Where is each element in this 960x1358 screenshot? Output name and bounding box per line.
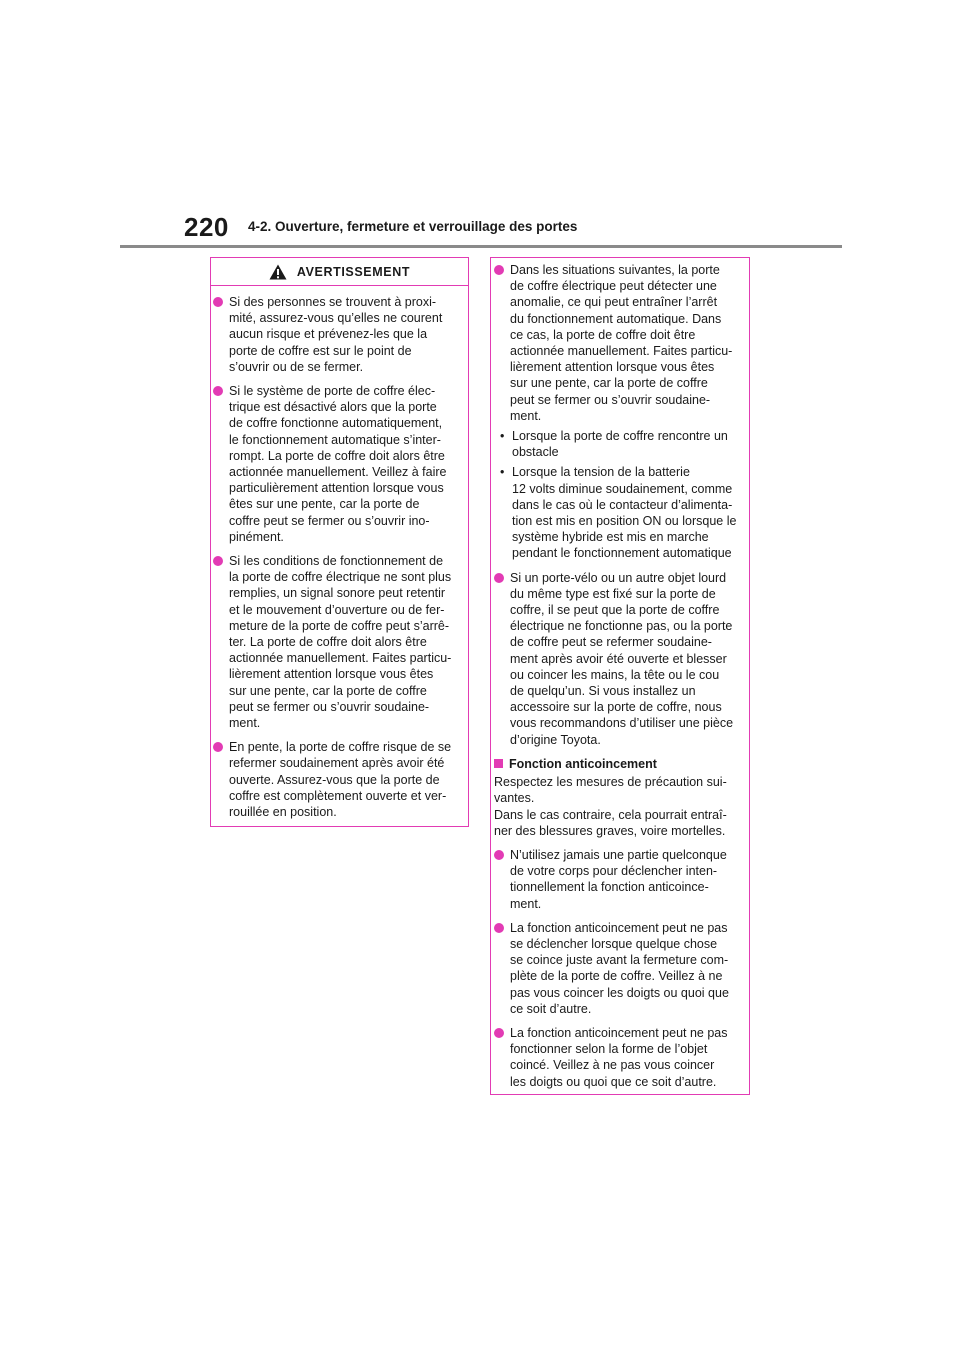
- warning-bullet: [494, 262, 744, 424]
- warning-bullet: [494, 570, 744, 748]
- continued-warning-box: [490, 257, 750, 1095]
- sub-bullet-mark: •: [500, 465, 505, 480]
- section-title: 4-2. Ouverture, fermeture et verrouillage des portes: [248, 219, 578, 234]
- warning-bullet: [213, 553, 460, 731]
- heading-text: Fonction anticoincement: [509, 756, 657, 771]
- warning-title: AVERTISSEMENT: [296, 264, 411, 279]
- bullet-text: La fonction anticoincement peut ne pas fonctionner selon la forme de l’objet coincé. Veillez à ne pas vous coincer les doigts ou quoi que ce soit d’autre.: [510, 1025, 728, 1089]
- warning-triangle-icon: [269, 264, 287, 280]
- bullet-text: Si des personnes se trouvent à proxi- mité, assurez-vous qu’elles ne courent aucun risque et prévenez-les que la porte de coffre est sur le point de s’ouvrir ou de se fermer.: [229, 295, 443, 374]
- bullet-text: Si les conditions de fonctionnement de la porte de coffre électrique ne sont plus remplies, un signal sonore peut retentir et le mouvement d’ouverture ou de fer- meture de la porte de coffre peut s’arrê- ter. La porte de coffre doit alors être actionnée manuellement. Faites particu- lièrement attention lorsque vous êtes sur une pente, car la porte de coffre peut se fermer ou s’ouvrir soudaine- ment.: [229, 554, 452, 731]
- bullet-dot-icon: [213, 297, 223, 307]
- bullet-dot-icon: [213, 386, 223, 396]
- sub-item-text: Lorsque la porte de coffre rencontre un obstacle: [512, 429, 728, 460]
- warning-content: [211, 286, 468, 820]
- sub-list-item: [494, 428, 744, 460]
- bullet-text: En pente, la porte de coffre risque de se refermer soudainement après avoir été ouverte. Assurez-vous que la porte de coffre est complètement ouverte et ver- rouillée en position.: [229, 740, 452, 820]
- sub-bullet-mark: •: [500, 429, 505, 444]
- warning-bullet: [494, 847, 744, 912]
- square-bullet-icon: [494, 759, 503, 768]
- warning-box: [210, 257, 469, 827]
- warning-header: [211, 258, 468, 286]
- bullet-dot-icon: [494, 1028, 504, 1038]
- page-number: 220: [184, 212, 229, 242]
- warning-bullet: [213, 739, 460, 820]
- sub-item-text: Lorsque la tension de la batterie 12 volts diminue soudainement, comme dans le cas où le contacteur d’alimenta- tion est mis en position ON ou lorsque le système hybride est mis en marche pendant le fonctionnement automatique: [512, 465, 737, 561]
- warning-bullet: [213, 383, 460, 545]
- header-rule: [120, 245, 842, 248]
- bullet-dot-icon: [494, 573, 504, 583]
- sub-list-item: [494, 464, 744, 561]
- bullet-dot-icon: [213, 556, 223, 566]
- bullet-text: Si le système de porte de coffre élec- trique est désactivé alors que la porte de coffre fonctionne automatiquement, le fonctionnement automatique s’inter- rompt. La porte de coffre doit alors être actionnée manuellement. Veillez à faire particulièrement attention lorsque vous êtes sur une pente, car la porte de coffre peut se fermer ou s’ouvrir ino- pinément.: [229, 384, 447, 544]
- continued-content: [491, 258, 749, 1090]
- warning-bullet: [494, 920, 744, 1017]
- warning-bullet: [213, 294, 460, 375]
- bullet-dot-icon: [494, 850, 504, 860]
- warning-bullet: [494, 1025, 744, 1090]
- bullet-dot-icon: [213, 742, 223, 752]
- bullet-dot-icon: [494, 265, 504, 275]
- bullet-dot-icon: [494, 923, 504, 933]
- bullet-text: N’utilisez jamais une partie quelconque de votre corps pour déclencher inten- tionnellement la fonction anticoince- ment.: [510, 847, 727, 911]
- bullet-text: Dans les situations suivantes, la porte de coffre électrique peut détecter une anomalie, ce qui peut entraîner l’arrêt du fonctionnement automatique. Dans ce cas, la porte de coffre doit être actionnée manuellement. Faites particu- lièrement attention lorsque vous êtes sur une pente, car la porte de coffre peut se fermer ou s’ouvrir soudaine- ment.: [510, 263, 733, 423]
- bullet-text: La fonction anticoincement peut ne pas se déclencher lorsque quelque chose se coince juste avant la fermeture com- plète de la porte de coffre. Veillez à ne pas vous coincer les doigts ou quoi que ce soit d’autre.: [510, 920, 729, 1016]
- bullet-text: Si un porte-vélo ou un autre objet lourd du même type est fixé sur la porte de coffre, il se peut que la porte de coffre électrique ne fonctionne pas, ou la porte de coffre peut se refermer soudaine- ment après avoir été ouverte et blesser ou coincer les mains, la tête ou le cou de quelqu’un. Si vous installez un accessoire sur la porte de coffre, nous vous recommandons d’utiliser une pièce d’origine Toyota.: [510, 570, 734, 747]
- precaution-paragraph: Respectez les mesures de précaution sui- vantes. Dans le cas contraire, cela pourrait entraî- ner des blessures graves, voire mortelles.: [494, 775, 727, 838]
- section-heading: [494, 756, 744, 772]
